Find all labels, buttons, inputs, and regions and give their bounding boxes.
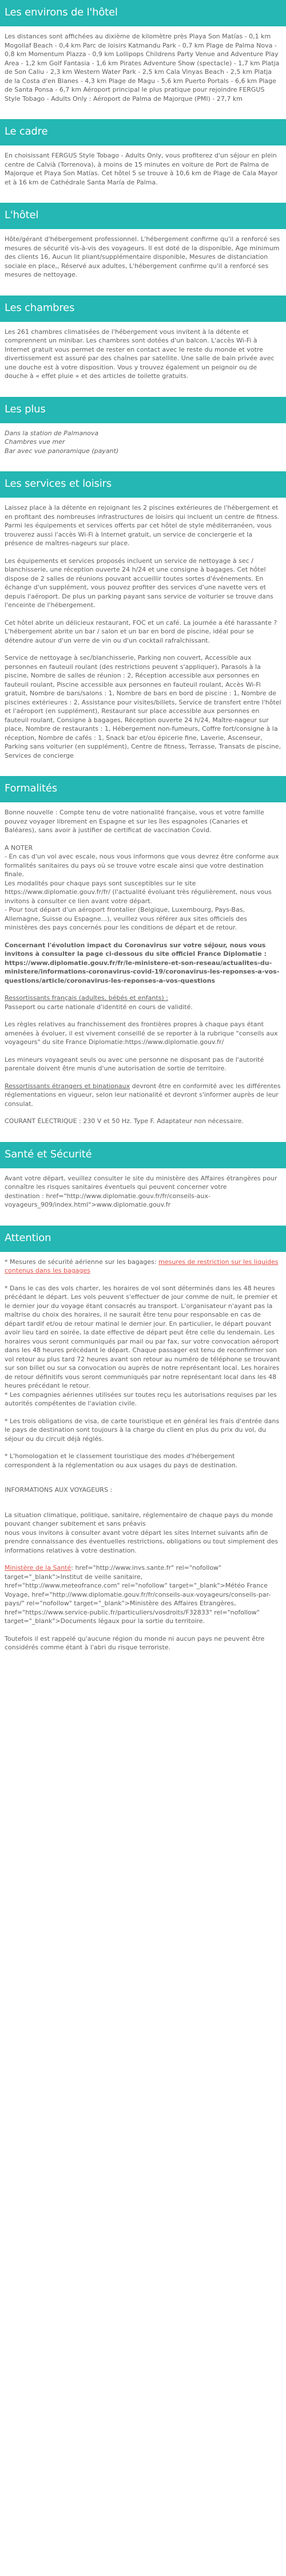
section-title-services: Les services et loisirs [0, 471, 286, 498]
section-title-formalites: Formalités [0, 776, 286, 802]
foreign-nationals-heading: Ressortissants étrangers et binationaux [5, 1082, 130, 1090]
section-title-cadre: Le cadre [0, 119, 286, 145]
formalites-foreign-nationals [5, 1082, 281, 1109]
list-item: Dans la station de Palmanova [5, 429, 99, 437]
foreign-nationals-text: devront être en conformité avec les différentes réglementations en vigueur, selon leur nationalité et devront s'informer auprès de leur consulat. [5, 1082, 281, 1108]
attention-charter-flights: * Dans le cas des vols charter, les horaires de vol sont déterminés dans les 48 heures précédant le départ. Les vols peuvent s'effectuer de jour comme de nuit, le premier et le dernier jour du voyage étant consacrés au transport. L'organisateur n'ayant pas la maîtrise du choix des horaires, il ne saurait être tenu pour responsable en cas de départ tardif et/ou de retour matinal le dernier jour. En particulier, le départ pouvant avoir lieu tard en soirée, la date effective de départ peut être celle du lendemain. Les horaires vous seront communiqués par mail ou par fax, sur votre convocation aéroport dans les 48 heures précédant le départ. Chaque passager est tenu de reconfirmer son vol retour au plus tard 72 heures avant son retour au numéro de téléphone se trouvant sur son billet ou sur sa convocation ou auprès de notre représentant local. Les horaires de retour définitifs vous seront communiqués par notre représentant local dans les 48 heures précédant le retour. * Les compagnies aériennes utilisées sur toutes reçu les autorisations requises par les autorités compétentes de l'aviation civile. [5, 1284, 280, 1407]
services-paragraph-2: Les équipements et services proposés incluent un service de nettoyage à sec / blanchisserie, une réception ouverte 24 h/24 et une consigne à bagages. Cet hôtel dispose de 2 salles de réunions pouvant accueillir toutes sortes d'événements. En échange d'un supplément, vous pouvez profiter des services d'une navette vers et depuis l'aéroport. De plus un parking payant sans service de voiturier se trouve dans l'enceinte de l'hébergement. [5, 557, 273, 609]
services-amenities-list: Service de nettoyage à sec/blanchisserie, Parking non couvert, Accessible aux personnes en fauteuil roulant (des restrictions peuvent s'appliquer), Parasols à la piscine, Nombre de salles de réunion : 2, Réception accessible aux personnes en fauteuil roulant, Piscine accessible aux personnes en fauteuil roulant, Accès Wi-Fi gratuit, Nombre de bars/salons : 1, Nombre de bars en bord de piscine : 1, Nombre de piscines extérieures : 2, Assistance pour visites/billets, Service de transfert entre l'hôtel et l'aéroport (en supplément), Restaurant sur place accessible aux personnes en fauteuil roulant, Consigne à bagages, Réception ouverte 24 h/24, Maître-nageur sur place, Nombre de restaurants : 1, Hébergement non-fumeurs, Coffre fort/consigne à la réception, Nombre de cafés : 1, Snack bar et/ou épicerie fine, Laverie, Ascenseur, Parking sans voiturier (en supplément), Centre de fitness, Terrasse, Transats de piscine, Services de concierge [5, 654, 281, 759]
section-title-hotel: L'hôtel [0, 203, 286, 229]
services-paragraph-1: Laissez place à la détente en rejoignant les 2 piscines extérieures de l'hébergement et en profitant des nombreuses infrastructures de loisirs qui incluent un centre de fitness. Parmi les équipements et services offerts par cet hôtel de style méditerranéen, vous trouverez aussi l'accès Wi-Fi à Internet gratuit, un service de conciergerie et la présence de maîtres-nageurs sur place. [5, 504, 280, 547]
attention-links-text: : href="http://www.invs.sante.fr" rel="nofollow" target="_blank">Institut de veille sanitaire, href="http://www.meteofrance.com" rel="nofollow" target="_blank">Météo France Voyage, href="http://www.diplomatie.gouv.fr/fr/conseils-aux-voyageurs/conseils-par-pays/" rel="nofollow" target="_blank">Ministère des Affaires Etrangères, href="https://www.service-public.fr/particuliers/vosdroits/F32833" rel="nofollow" target="_blank">Documents légaux pour la sortie du territoire. [5, 1564, 271, 1625]
section-title-sante: Santé et Sécurité [0, 1142, 286, 1168]
formalites-note: A NOTER - En cas d'un vol avec escale, nous vous informons que vous devrez être conforme aux formalités sanitaires du pays où se trouve votre escale ainsi que votre destination finale. Les modalités pour chaque pays sont susceptibles sur le site https://www.diplomatie.gouv.fr/fr/ (l'actualité évoluant très régulièrement, nous vous invitons à consulter ce lien avant votre départ. - Pour tout départ d'un aéroport frontalier (Belgique, Luxembourg, Pays-Bas, Allemagne, Suisse ou Espagne...), veuillez vous référer aux sites officiels des ministères des pays concernés pour les conditions de départ et de retour. [5, 844, 279, 931]
luggage-security-text: * Mesures de sécurité aérienne sur les bagages: [5, 1258, 159, 1266]
formalites-border-rules: Les règles relatives au franchissement des frontières propres à chaque pays étant amenées à évoluer, il est vivement conseillé de se reporter à la rubrique "conseils aux voyageurs" du site France Diplomatie:https://www.diplomatie.gouv.fr/ [5, 1021, 278, 1046]
plus-list [5, 429, 281, 456]
sante-paragraph: Avant votre départ, veuillez consulter le site du ministère des Affaires étrangères pour connaître les risques sanitaires éventuels qui peuvent concerner votre destination : href="http://www.diplomatie.gouv.fr/fr/conseils-aux-voyageurs_909/index.html">www.diplomatie.gouv.fr [5, 1174, 277, 1208]
section-body-cadre [0, 145, 286, 203]
section-body-environs [0, 26, 286, 119]
liquids-restriction-link[interactable]: mesures de restriction sur les liquides contenus dans les bagages [5, 1258, 279, 1274]
section-chambres [0, 296, 286, 397]
section-environs [0, 0, 286, 119]
section-body-chambres [0, 322, 286, 397]
section-attention [0, 1226, 286, 1668]
hotel-paragraph: Hôte/gérant d'hébergement professionnel. L'hébergement confirme qu'il a renforcé ses mesures de sécurité vis-à-vis des voyageurs. Il est doté de la disponible, Age minimum des clients 16, Aucun lit pliant/supplémentaire disponible, Mesures de distanciation sociale en place,, Réservé aux adultes, L'hébergement confirme qu'il a renforcé ses mesures de nettoyage. [5, 235, 280, 278]
attention-travelers-info: La situation climatique, politique, sanitaire, réglementaire de chaque pays du monde pouvant changer subitement et sans préavis nous vous invitons à consulter avant votre départ les sites Internet suivants afin de prendre connaissance des éventuelles restrictions, obligations ou tout simplement des informations relatives à votre destination. [5, 1511, 279, 1554]
french-nationals-heading: Ressortissants français (adultes, bébés et enfants) : [5, 994, 168, 1002]
formalites-minors: Les mineurs voyageant seuls ou avec une personne ne disposant pas de l'autorité parentale doivent être munis d'une autorisation de sortie de territoire. [5, 1055, 264, 1072]
formalites-electric-current: COURANT ÉLECTRIQUE : 230 V et 50 Hz. Type F. Adaptateur non nécessaire. [5, 1117, 244, 1125]
section-title-chambres: Les chambres [0, 296, 286, 322]
services-paragraph-3: Cet hôtel abrite un délicieux restaurant, FOC et un café. La journée a été harassante ? L'hébergement abrite un bar / salon et un bar en bord de piscine, idéal pour se détendre autour d'un verre de vin ou d'un cocktail rafraîchissant. [5, 619, 277, 644]
formalites-french-nationals [5, 994, 281, 1011]
chambres-paragraph: Les 261 chambres climatisées de l'hébergement vous invitent à la détente et comprennent un minibar. Les chambres sont dotées d'un balcon. L'accès Wi-Fi à Internet gratuit vous permet de rester en contact avec le reste du monde et votre divertissement est assuré par des chaînes par satellite. Une salle de bain privée avec une douche est à votre disposition. Vous y trouvez également un peignoir ou de douche à « effet pluie » et des articles de toilette gratuits. [5, 328, 275, 380]
section-sante [0, 1142, 286, 1226]
section-body-formalites [0, 802, 286, 1142]
list-item: Chambres vue mer [5, 438, 65, 446]
section-body-sante [0, 1168, 286, 1226]
section-body-services [0, 498, 286, 776]
section-formalites [0, 776, 286, 1142]
attention-terrorism-risk: Toutefois il est rappelé qu'aucune région du monde ni aucun pays ne peuvent être considérés comme étant à l'abri du risque terroriste. [5, 1634, 265, 1651]
attention-visa-fees: * Les trois obligations de visa, de carte touristique et en général les frais d'entrée dans le pays de destination sont toujours à la charge du client en plus du prix du vol, du séjour ou du circuit déjà réglés. [5, 1417, 280, 1443]
section-hotel [0, 203, 286, 296]
section-body-hotel [0, 229, 286, 296]
section-body-attention [0, 1252, 286, 1668]
environs-paragraph: Les distances sont affichées au dixième de kilomètre près Playa Son Matías - 0,1 km Mogollaf Beach - 0,4 km Parc de loisirs Katmandu Park - 0,7 km Plage de Palma Nova - 0,8 km Momentum Plazza - 0,9 km Lollipops Childrens Party Venue and Adventure Play Area - 1,2 km Golf Fantasia - 1,6 km Pirates Adventure Show (spectacle) - 1,7 km Platja de Son Caliu - 2,3 km Western Water Park - 2,5 km Cala Vinyas Beach - 2,5 km Platja de la Costa d'en Blanes - 4,3 km Plage de Magu - 5,6 km Puerto Portals - 6,6 km Plage de Santa Ponsa - 6,7 km Aéroport principal le plus pratique pour rejoindre FERGUS Style Tobago - Adults Only : Aéroport de Palma de Majorque (PMI) - 27,7 km [5, 33, 280, 103]
attention-travelers-info-heading: INFORMATIONS AUX VOYAGEURS : [5, 1486, 113, 1494]
section-title-plus: Les plus [0, 397, 286, 423]
section-plus [0, 397, 286, 472]
section-title-environs: Les environs de l'hôtel [0, 0, 286, 26]
section-cadre [0, 119, 286, 203]
french-nationals-text: Passeport ou carte nationale d'identité en cours de validité. [5, 1003, 193, 1011]
attention-homologation: * L'homologation et le classement touristique des modes d'hébergement correspondent à la réglementation ou aux usages du pays de destination. [5, 1452, 238, 1469]
attention-links-paragraph [5, 1563, 281, 1626]
formalites-coronavirus-info: Concernant l'évolution impact du Coronavirus sur votre séjour, nous vous invitons à consulter la page ci-dessous du site officiel France Diplomatie : https://www.diplomatie.gouv.fr/fr/le-ministere-et-son-reseau/actualites-du-ministere/informations-coronavirus-covid-19/coronavirus-les-reponses-a-vos-questions/article/coronavirus-les-reponses-a-vos-questions [5, 941, 280, 984]
section-body-plus [0, 423, 286, 472]
attention-luggage-security [5, 1258, 281, 1275]
section-title-attention: Attention [0, 1226, 286, 1252]
formalites-paragraph-1: Bonne nouvelle : Compte tenu de votre nationalité française, vous et votre famille pouvez voyager librement en Espagne et sur les îles espagnoles (Canaries et Baléares), sans avoir à justifier de certificat de vaccination Covid. [5, 809, 264, 834]
list-item: Bar avec vue panoramique (payant) [5, 447, 119, 455]
health-ministry-link[interactable]: Ministère de la Santé [5, 1564, 72, 1571]
cadre-paragraph: En choisissant FERGUS Style Tobago - Adults Only, vous profiterez d'un séjour en plein centre de Calvià (Torrenova), à moins de 15 minutes en voiture de Port de Palma de Majorque et Playa Son Matías. Cet hôtel 5 se trouve à 10,6 km de Plage de Cala Mayor et à 16 km de Cathédrale Santa María de Palma. [5, 152, 278, 186]
section-services [0, 471, 286, 776]
